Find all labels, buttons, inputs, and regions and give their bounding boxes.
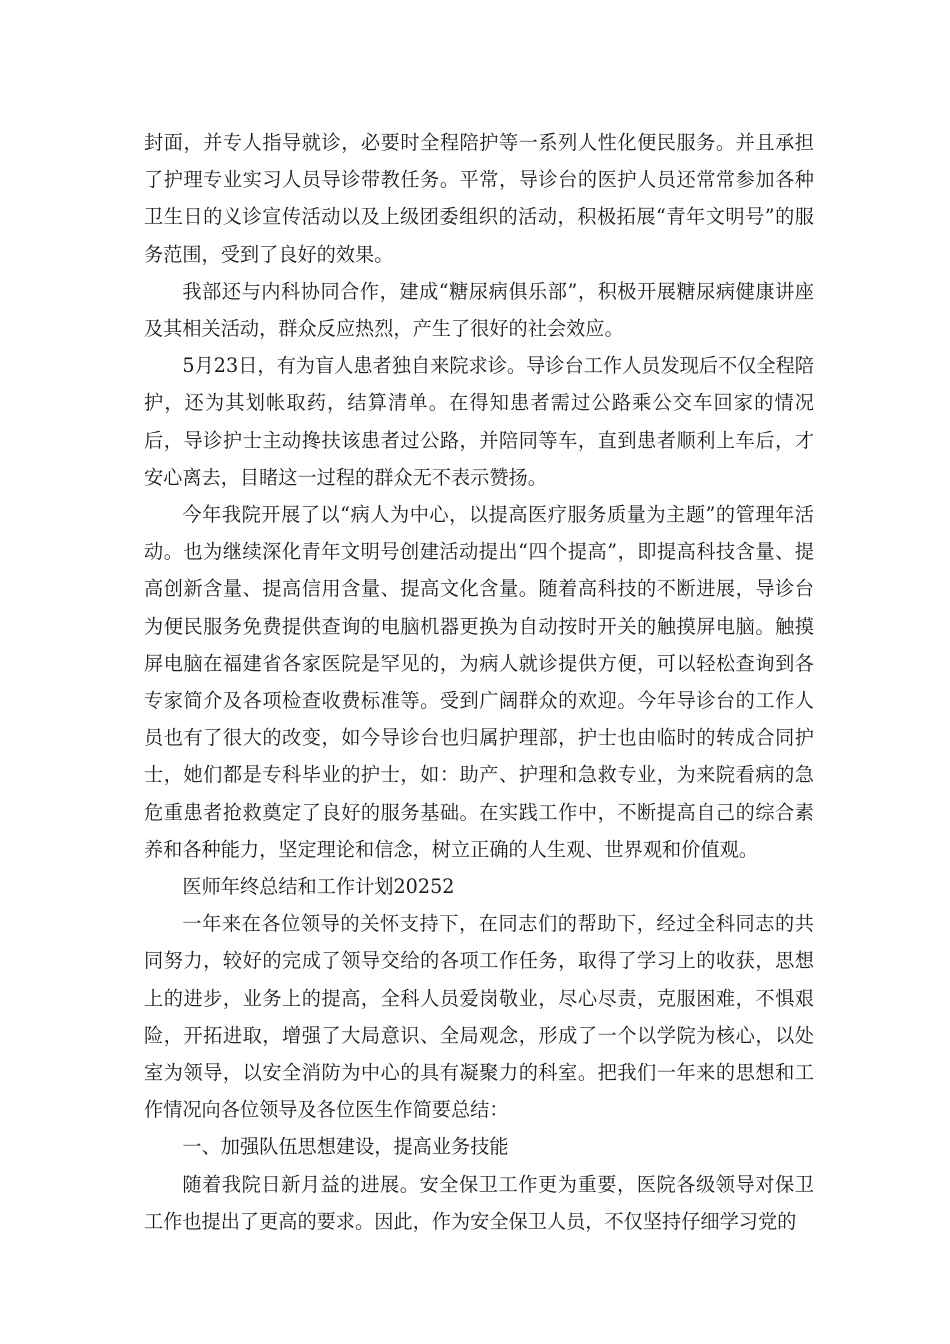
paragraph-1: 封面，并专人指导就诊，必要时全程陪护等一系列人性化便民服务。并且承担了护理专业实习人员导诊带教任务。平常，导诊台的医护人员还常常参加各种卫生日的义诊宣传活动以及上级团委组织的活动，积极拓展“青年文明号”的服务范围，受到了良好的效果。 <box>144 131 814 266</box>
paragraph-6: 随着我院日新月益的进展。安全保卫工作更为重要，医院各级领导对保卫工作也提出了更高的要求。因此，作为安全保卫人员，不仅坚持仔细学习党的 <box>144 1172 814 1233</box>
section-heading-summary: 医师年终总结和工作计划20252 <box>182 875 455 899</box>
document-body <box>144 124 814 1240</box>
paragraph-5: 一年来在各位领导的关怀支持下，在同志们的帮助下，经过全科同志的共同努力，较好的完成了领导交给的各项工作任务，取得了学习上的收获，思想上的进步，业务上的提高，全科人员爱岗敬业，尽心尽责，克服困难，不惧艰险，开拓进取，增强了大局意识、全局观念，形成了一个以学院为核心，以处室为领导，以安全消防为中心的具有凝聚力的科室。把我们一年来的思想和工作情况向各位领导及各位医生作简要总结： <box>144 912 814 1122</box>
subheading-team-building: 一、加强队伍思想建设，提高业务技能 <box>182 1135 509 1159</box>
paragraph-3: 5月23日，有为盲人患者独自来院求诊。导诊台工作人员发现后不仅全程陪护，还为其划帐取药，结算清单。在得知患者需过公路乘公交车回家的情况后，导诊护士主动搀扶该患者过公路，并陪同等车，直到患者顺利上车后，才安心离去，目睹这一过程的群众无不表示赞扬。 <box>144 354 814 489</box>
paragraph-4: 今年我院开展了以“病人为中心，以提高医疗服务质量为主题”的管理年活动。也为继续深化青年文明号创建活动提出“四个提高”，即提高科技含量、提高创新含量、提高信用含量、提高文化含量。随着高科技的不断进展，导诊台为便民服务免费提供查询的电脑机器更换为自动按时开关的触摸屏电脑。触摸屏电脑在福建省各家医院是罕见的，为病人就诊提供方便，可以轻松查询到各专家简介及各项检查收费标准等。受到广阔群众的欢迎。今年导诊台的工作人员也有了很大的改变，如今导诊台也归属护理部，护士也由临时的转成合同护士，她们都是专科毕业的护士，如：助产、护理和急救专业，为来院看病的急危重患者抢救奠定了良好的服务基础。在实践工作中，不断提高自己的综合素养和各种能力，坚定理论和信念，树立正确的人生观、世界观和价值观。 <box>144 503 814 861</box>
paragraph-2: 我部还与内科协同合作，建成“糖尿病俱乐部”，积极开展糖尿病健康讲座及其相关活动，群众反应热烈，产生了很好的社会效应。 <box>144 279 814 341</box>
